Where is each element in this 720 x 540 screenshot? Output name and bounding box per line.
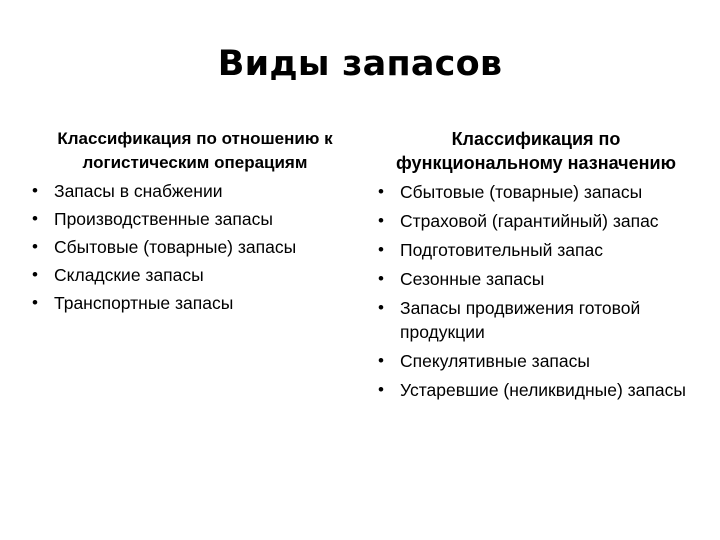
right-column-heading: Классификация по функциональному назначению bbox=[396, 129, 676, 173]
bullet-icon: • bbox=[378, 211, 384, 230]
list-item bbox=[376, 349, 696, 373]
left-column bbox=[30, 127, 360, 315]
bullet-icon: • bbox=[32, 265, 38, 284]
list-item-text: Сезонные запасы bbox=[400, 269, 545, 289]
list-item bbox=[376, 238, 696, 262]
list-item bbox=[376, 378, 696, 402]
bullet-icon: • bbox=[32, 293, 38, 312]
list-item-text: Запасы продвижения готовой продукции bbox=[400, 298, 641, 342]
list-item-text: Сбытовые (товарные) запасы bbox=[54, 237, 297, 257]
right-column bbox=[376, 127, 696, 402]
list-item-text: Подготовительный запас bbox=[400, 240, 604, 260]
list-item-text: Запасы в снабжении bbox=[54, 181, 223, 201]
list-item bbox=[376, 296, 696, 344]
list-item-text: Транспортные запасы bbox=[54, 293, 234, 313]
bullet-icon: • bbox=[378, 298, 384, 317]
bullet-icon: • bbox=[378, 240, 384, 259]
list-item-text: Складские запасы bbox=[54, 265, 204, 285]
list-item-text: Производственные запасы bbox=[54, 209, 273, 229]
left-bullet-list bbox=[30, 179, 360, 315]
bullet-icon: • bbox=[378, 269, 384, 288]
bullet-icon: • bbox=[378, 380, 384, 399]
list-item bbox=[30, 291, 360, 315]
bullet-icon: • bbox=[32, 181, 38, 200]
list-item bbox=[30, 235, 360, 259]
list-item bbox=[30, 179, 360, 203]
left-column-heading: Классификация по отношению к логистическим операциям bbox=[57, 129, 333, 172]
right-bullet-list bbox=[376, 180, 696, 402]
list-item-text: Сбытовые (товарные) запасы bbox=[400, 182, 643, 202]
list-item bbox=[30, 263, 360, 287]
list-item bbox=[376, 180, 696, 204]
bullet-icon: • bbox=[32, 237, 38, 256]
list-item-text: Спекулятивные запасы bbox=[400, 351, 590, 371]
list-item bbox=[376, 209, 696, 233]
list-item bbox=[376, 267, 696, 291]
slide-title: Виды запасов bbox=[217, 44, 503, 84]
list-item-text: Устаревшие (неликвидные) запасы bbox=[400, 380, 686, 400]
bullet-icon: • bbox=[32, 209, 38, 228]
list-item bbox=[30, 207, 360, 231]
bullet-icon: • bbox=[378, 182, 384, 201]
list-item-text: Страховой (гарантийный) запас bbox=[400, 211, 659, 231]
bullet-icon: • bbox=[378, 351, 384, 370]
